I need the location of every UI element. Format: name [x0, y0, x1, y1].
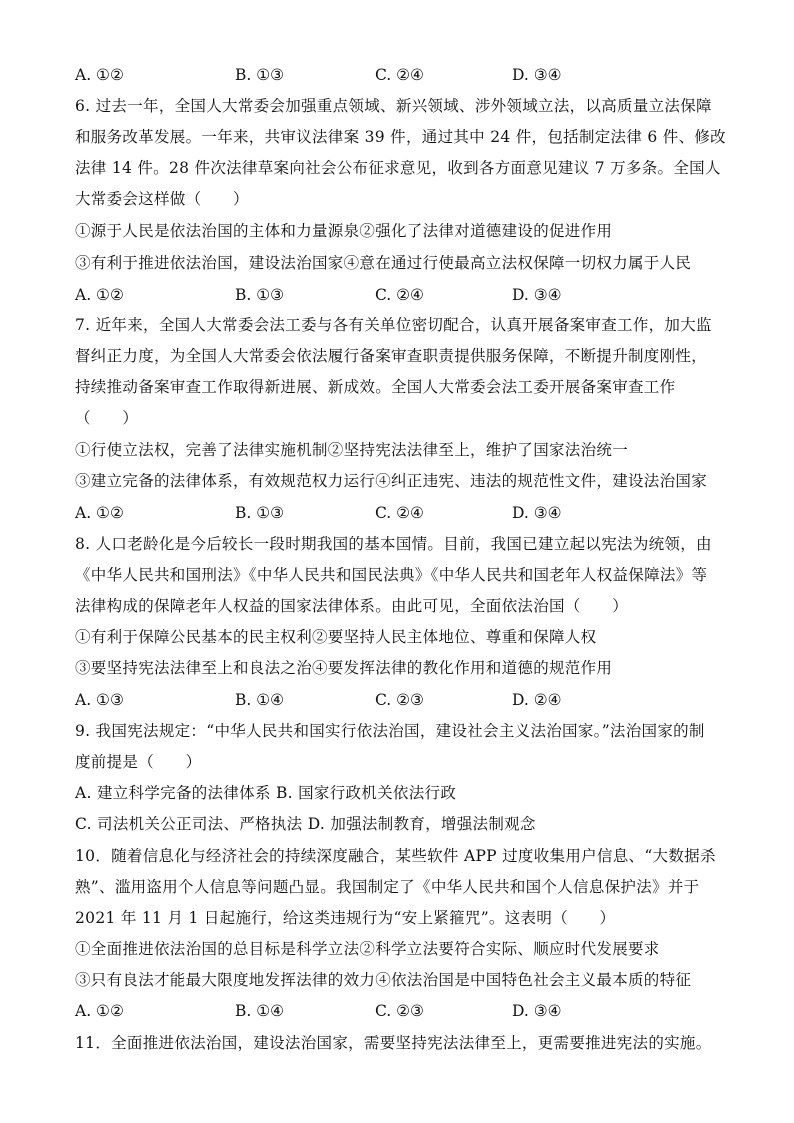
q6-stem-line-2: 和服务改革发展。一年来，共审议法律案 39 件，通过其中 24 件，包括制定法律 6 件、修改 — [75, 128, 726, 146]
q8-stem-line-1: 8. 人口老龄化是今后较长一段时期我国的基本国情。目前，我国已建立起以宪法为统领，由 — [75, 535, 712, 553]
q10-options — [75, 1001, 725, 1021]
q7-stem-line-4: （ ） — [75, 409, 139, 427]
q10-stem-line-3: 2021 年 11 月 1 日起施行，给这类违规行为“安上紧箍咒”。这表明（ ） — [75, 909, 616, 927]
q8-statements-2: ③要坚持宪法法律至上和良法之治④要发挥法律的教化作用和道德的规范作用 — [75, 659, 613, 677]
option-a: A. ①② — [75, 504, 124, 522]
option-d: D. ③④ — [512, 66, 562, 84]
q11-stem-line-1: 11．全面推进依法治国，建设法治国家，需要坚持宪法法律至上，更需要推进宪法的实施。 — [75, 1034, 712, 1052]
option-c: C. ②④ — [375, 66, 424, 84]
q6-options — [75, 285, 725, 305]
option-d: D. ③④ — [512, 286, 562, 304]
q10-stem-line-2: 熟”、滥用盗用个人信息等问题凸显。我国制定了《中华人民共和国个人信息保护法》并于 — [75, 878, 700, 896]
option-b: B. ①④ — [235, 1002, 285, 1020]
q6-stem-line-3: 法律 14 件。28 件次法律草案向社会公布征求意见，收到各方面意见建议 7 万多条。全国人 — [75, 159, 721, 177]
option-c: C. ②③ — [375, 1002, 424, 1020]
q7-statements-2: ③建立完备的法律体系，有效规范权力运行④纠正违宪、违法的规范性文件，建设法治国家 — [75, 472, 708, 490]
q10-statements-2: ③只有良法才能最大限度地发挥法律的效力④依法治国是中国特色社会主义最本质的特征 — [75, 971, 692, 989]
option-c: C. ②④ — [375, 286, 424, 304]
option-a: A. ①③ — [75, 691, 124, 709]
option-c: C. ②④ — [375, 504, 424, 522]
q7-statements-1: ①行使立法权，完善了法律实施机制②坚持宪法法律至上，维护了国家法治统一 — [75, 441, 629, 459]
q9-stem-line-1: 9. 我国宪法规定：“中华人民共和国实行依法治国，建设社会主义法治国家。”法治国家的制 — [75, 722, 705, 740]
q9-options-cd: C. 司法机关公正司法、严格执法 D. 加强法制教育，增强法制观念 — [75, 815, 536, 833]
q6-statements-2: ③有利于推进依法治国，建设法治国家④意在通过行使最高立法权保障一切权力属于人民 — [75, 254, 692, 272]
option-a: A. ①② — [75, 1002, 124, 1020]
q8-options — [75, 690, 725, 710]
option-d: D. ②④ — [512, 691, 562, 709]
q8-stem-line-2: 《中华人民共和国刑法》《中华人民共和国民法典》《中华人民共和国老年人权益保障法》等 — [75, 566, 708, 584]
q6-statements-1: ①源于人民是依法治国的主体和力量源泉②强化了法律对道德建设的促进作用 — [75, 222, 613, 240]
q9-stem-line-2: 度前提是（ ） — [75, 753, 202, 771]
q7-stem-line-3: 持续推动备案审查工作取得新进展、新成效。全国人大常委会法工委开展备案审查工作 — [75, 378, 676, 396]
options-previous-question — [75, 65, 725, 85]
q7-stem-line-2: 督纠正力度，为全国人大常委会依法履行备案审查职责提供服务保障，不断提升制度刚性， — [75, 347, 708, 365]
option-d: D. ③④ — [512, 1002, 562, 1020]
option-b: B. ①④ — [235, 691, 285, 709]
option-c: C. ②③ — [375, 691, 424, 709]
q7-stem-line-1: 7. 近年来，全国人大常委会法工委与各有关单位密切配合，认真开展备案审查工作，加大监 — [75, 316, 712, 334]
q8-stem-line-3: 法律构成的保障老年人权益的国家法律体系。由此可见，全面依法治国（ ） — [75, 597, 629, 615]
option-b: B. ①③ — [235, 66, 285, 84]
q7-options — [75, 503, 725, 523]
q8-statements-1: ①有利于保障公民基本的民主权利②要坚持人民主体地位、尊重和保障人权 — [75, 628, 597, 646]
option-b: B. ①③ — [235, 504, 285, 522]
q9-options-ab: A. 建立科学完备的法律体系 B. 国家行政机关依法行政 — [75, 784, 457, 802]
option-d: D. ③④ — [512, 504, 562, 522]
option-a: A. ①② — [75, 66, 124, 84]
option-a: A. ①② — [75, 286, 124, 304]
q6-stem-line-1: 6. 过去一年，全国人大常委会加强重点领域、新兴领域、涉外领域立法，以高质量立法保障 — [75, 97, 712, 115]
q10-statements-1: ①全面推进依法治国的总目标是科学立法②科学立法要符合实际、顺应时代发展要求 — [75, 940, 660, 958]
q10-stem-line-1: 10．随着信息化与经济社会的持续深度融合，某些软件 APP 过度收集用户信息、“大数据杀 — [75, 847, 716, 865]
option-b: B. ①③ — [235, 286, 285, 304]
q6-stem-line-4: 大常委会这样做（ ） — [75, 190, 249, 208]
